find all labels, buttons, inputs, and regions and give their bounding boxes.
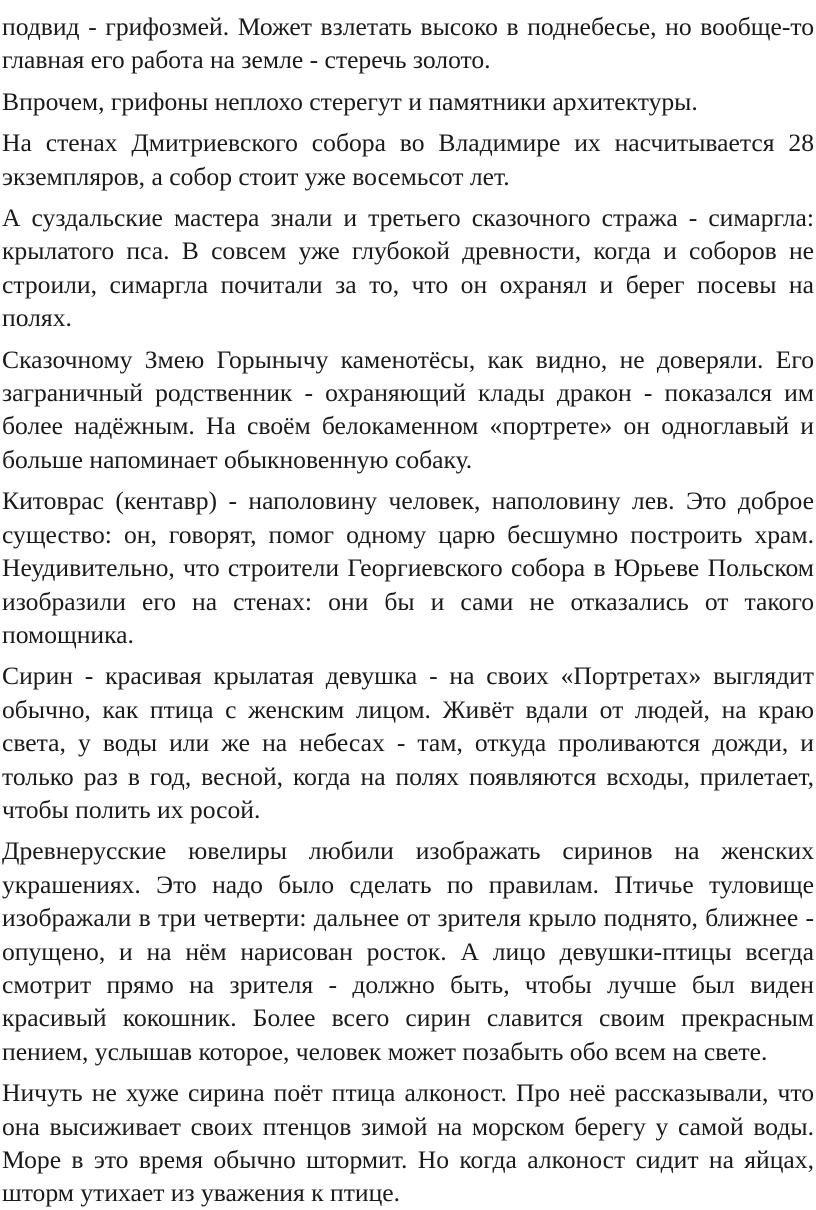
- paragraph-sirin: Сирин - красивая крылатая девушка - на своих «Портретах» выглядит обычно, как птица с женским лицом. Живёт вдали от людей, на краю света, у воды или же на небесах - там, откуда проливаются дожди, и только раз в год, весной, когда на полях появляются всходы, прилетает, чтобы полить их росой.: [2, 661, 814, 824]
- paragraph-griffin-subtype: подвид - грифозмей. Может взлетать высоко в поднебесье, но вообще-то главная его работа на земле - стеречь золото.: [2, 12, 814, 75]
- paragraph-kitovras: Китоврас (кентавр) - наполовину человек, наполовину лев. Это доброе существо: он, говорят, помог одному царю бесшумно построить храм. Неудивительно, что строители Георгиевского собора в Юрьеве Польском изобразили его на стенах: они бы и сами не отказались от такого помощника.: [2, 486, 814, 649]
- paragraph-dragon: Сказочному Змею Горынычу каменотёсы, как видно, не доверяли. Его заграничный родственник - охраняющий клады дракон - показался им более надёжным. На своём белокаменном «портрете» он одноглавый и больше напоминает обыкновенную собаку.: [2, 344, 814, 474]
- paragraph-dmitrievsky-cathedral: На стенах Дмитриевского собора во Владимире их насчитывается 28 экземпляров, а собор стоит уже восемьсот лет.: [2, 128, 814, 191]
- paragraph-simargl: А суздальские мастера знали и третьего сказочного стража - симаргла: крылатого пса. В совсем уже глубокой древности, когда и соборов не строили, симаргла почитали за то, что он охранял и берег посевы на полях.: [2, 203, 814, 333]
- paragraph-alkonost: Ничуть не хуже сирина поёт птица алконост. Про неё рассказывали, что она высиживает своих птенцов зимой на морском берегу у самой воды. Море в это время обычно штормит. Но когда алконост сидит на яйцах, шторм утихает из уважения к птице.: [2, 1078, 814, 1208]
- paragraph-griffins-architecture: Впрочем, грифоны неплохо стерегут и памятники архитектуры.: [2, 86, 698, 116]
- paragraph-sirin-jewelry: Древнерусские ювелиры любили изображать сиринов на женских украшениях. Это надо было сделать по правилам. Птичье туловище изображали в три четверти: дальнее от зрителя крыло поднято, ближнее - опущено, и на нём нарисован росток. А лицо девушки-птицы всегда смотрит прямо на зрителя - должно быть, чтобы лучше был виден красивый кокошник. Более всего сирин славится своим прекрасным пением, услышав которое, человек может позабыть обо всем на свете.: [2, 836, 814, 1066]
